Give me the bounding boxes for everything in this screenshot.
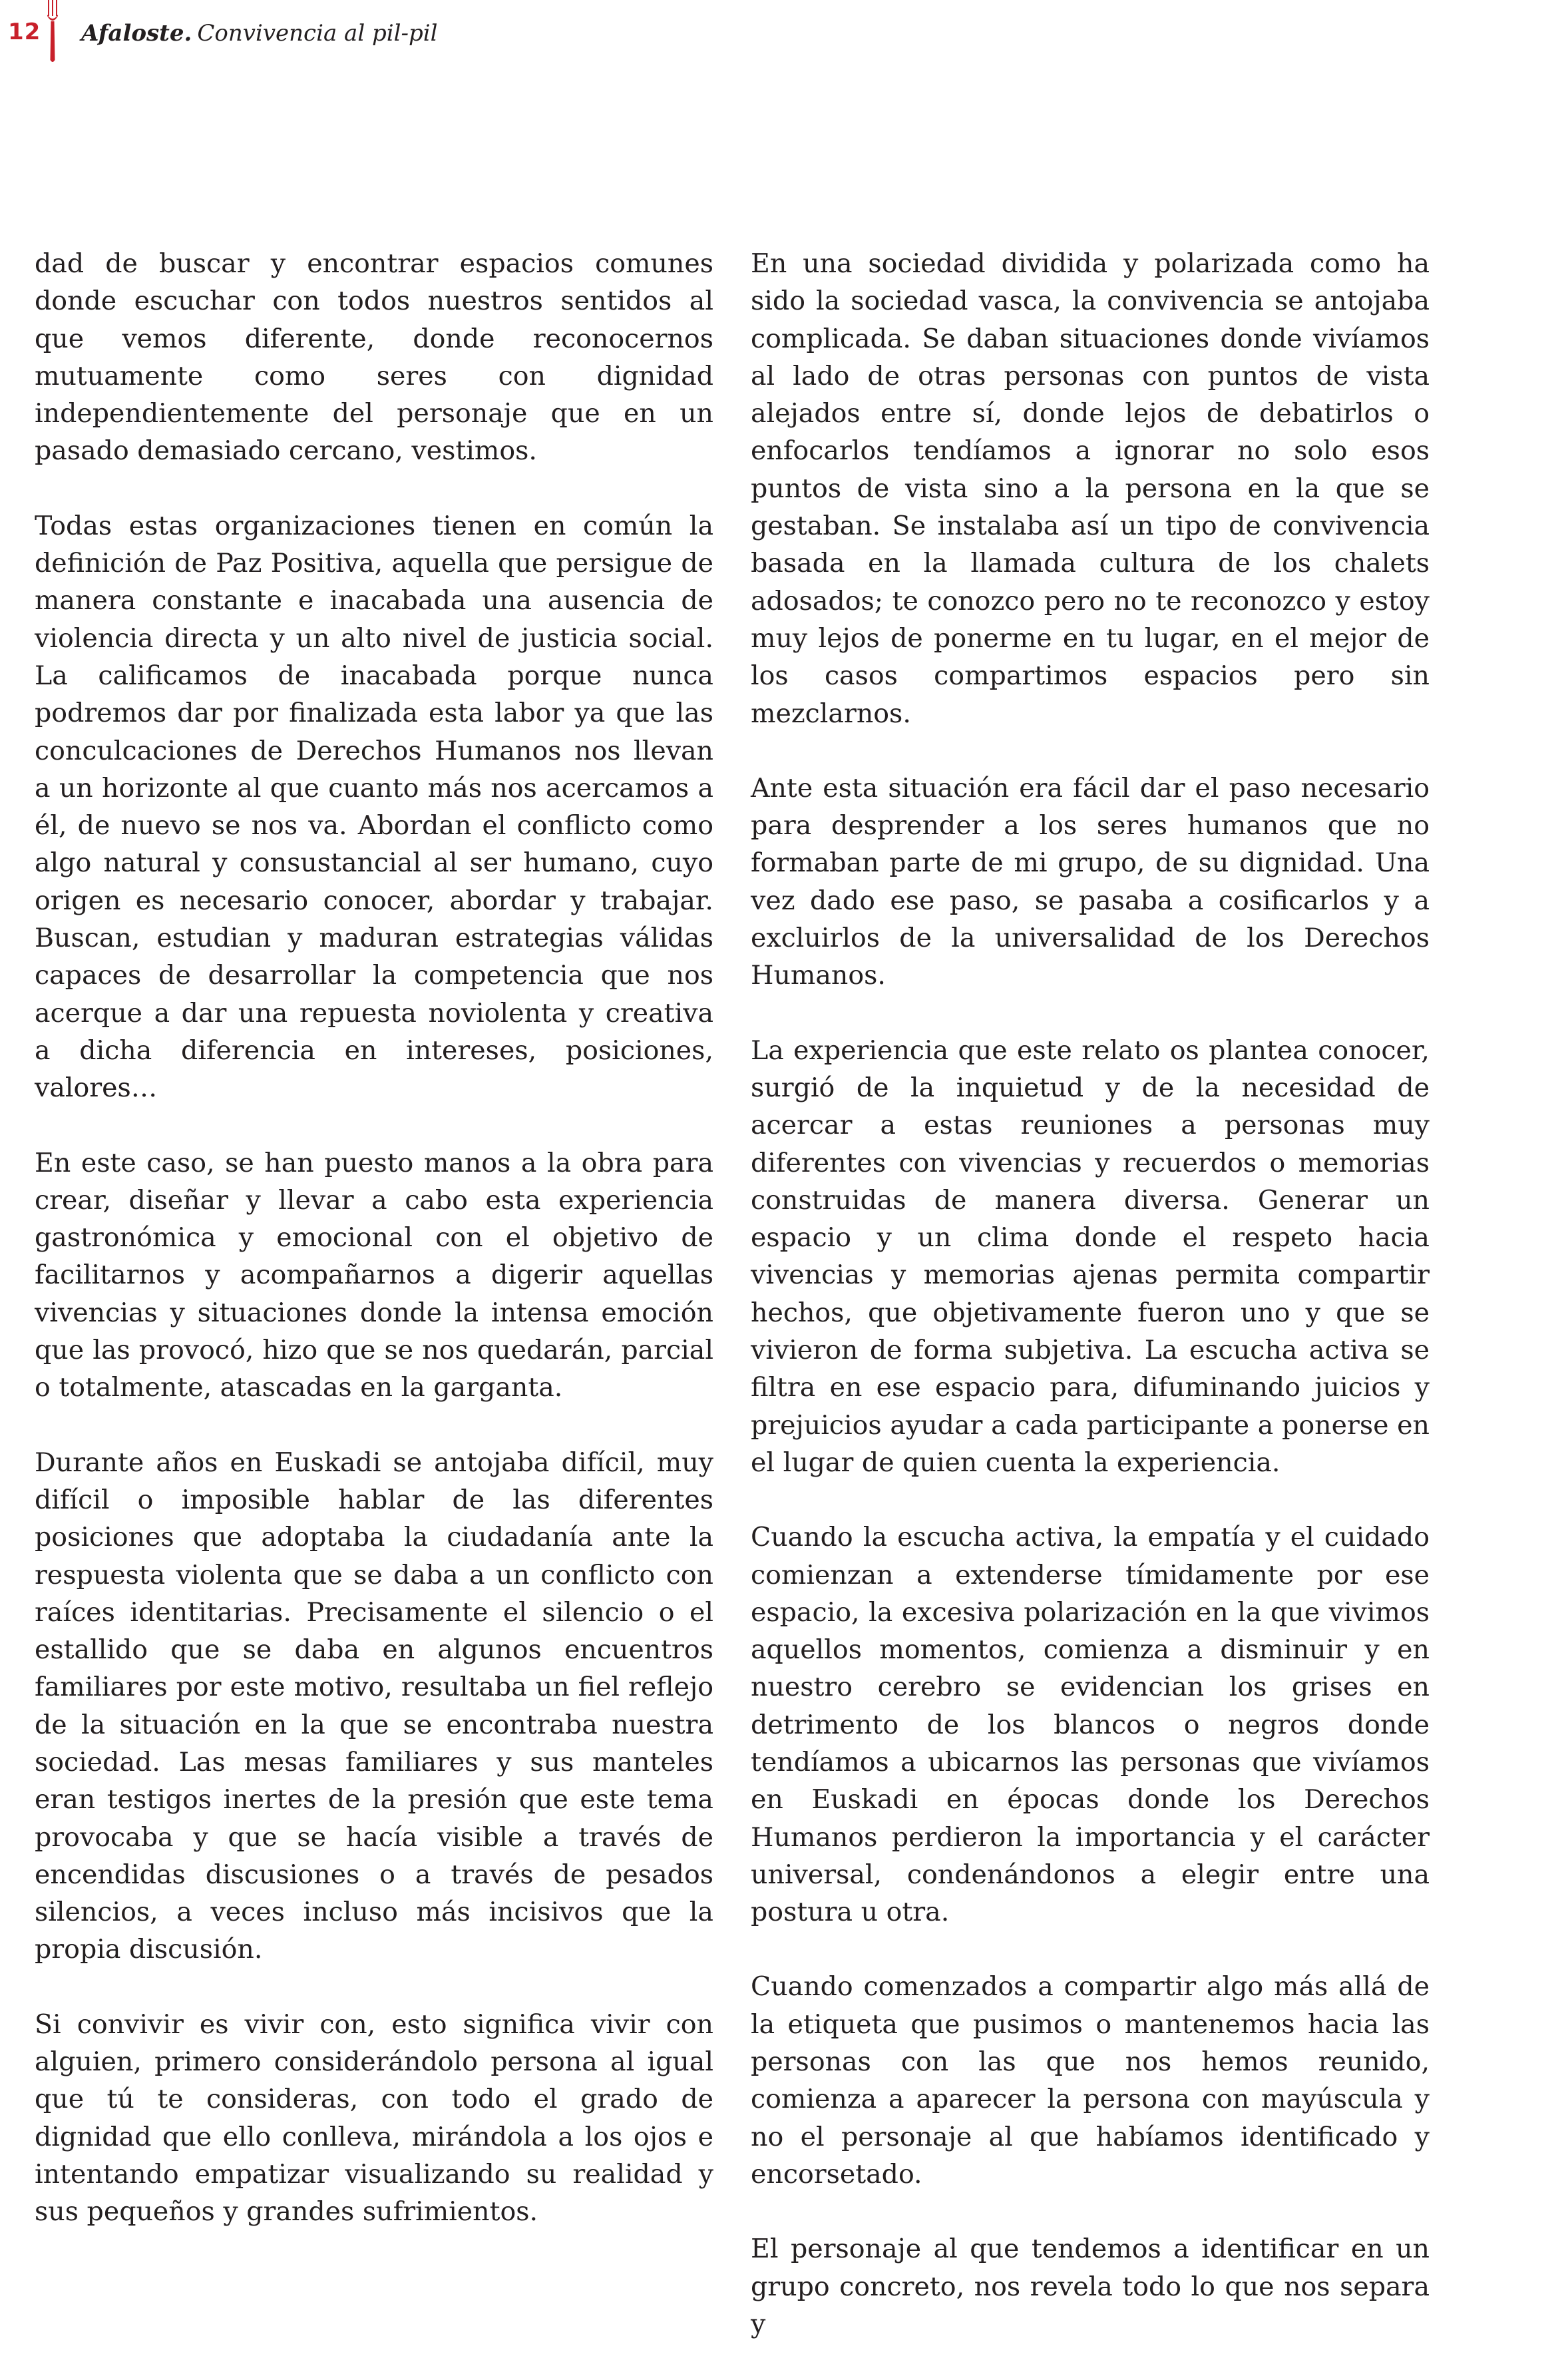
paragraph: Durante años en Euskadi se antojaba difícil, muy difícil o imposible hablar de las diferentes posiciones que adoptaba la ciudadanía ante la respuesta violenta que se daba a un conflicto con raíces identitarias. Precisamente el silencio o el estallido que se daba en algunos encuentros familiares por este motivo, resultaba un fiel reflejo de la situación en la que se encontraba nuestra sociedad. Las mesas familiares y sus manteles eran testigos inertes de la presión que este tema provocaba y que se hacía visible a través de encendidas discusiones o a través de pesados silencios, a veces incluso más incisivos que la propia discusión. xyxy=(35,1447,713,1965)
paragraph: En este caso, se han puesto manos a la obra para crear, diseñar y llevar a cabo esta experiencia gastronómica y emocional con el objetivo de facilitarnos y acompañarnos a digerir aquellas vivencias y situaciones donde la intensa emoción que las provocó, hizo que se nos quedarán, parcial o totalmente, atascadas en la garganta. xyxy=(35,1147,713,1403)
paragraph: En una sociedad dividida y polarizada como ha sido la sociedad vasca, la convivencia se antojaba complicada. Se daban situaciones donde vivíamos al lado de otras personas con puntos de vista alejados entre sí, donde lejos de debatirlos o enfocarlos tendíamos a ignorar no solo esos puntos de vista sino a la persona en la que se gestaban. Se instalaba así un tipo de convivencia basada en la llamada cultura de los chalets adosados; te conozco pero no te reconozco y estoy muy lejos de ponerme en tu lugar, en el mejor de los casos compartimos espacios pero sin mezclarnos. xyxy=(751,248,1430,729)
page-number: 12 xyxy=(8,19,41,45)
paragraph: Todas estas organizaciones tienen en común la definición de Paz Positiva, aquella que persigue de manera constante e inacabada una ausencia de violencia directa y un alto nivel de justicia social. La calificamos de inacabada porque nunca podremos dar por finalizada esta labor ya que las conculcaciones de Derechos Humanos nos llevan a un horizonte al que cuanto más nos acercamos a él, de nuevo se nos va. Abordan el conflicto como algo natural y consustancial al ser humano, cuyo origen es necesario conocer, abordar y trabajar. Buscan, estudian y maduran estrategias válidas capaces de desarrollar la competencia que nos acerque a dar una repuesta noviolenta y creativa a dicha diferencia en intereses, posiciones, valores… xyxy=(35,510,713,1104)
paragraph: Ante esta situación era fácil dar el paso necesario para desprender a los seres humanos que no formaban parte de mi grupo, de su dignidad. Una vez dado ese paso, se pasaba a cosificarlos y a excluirlos de la universalidad de los Derechos Humanos. xyxy=(751,772,1430,991)
book-title: Afaloste. xyxy=(81,20,192,47)
paragraph: Cuando comenzados a compartir algo más allá de la etiqueta que pusimos o mantenemos hacia las personas con las que nos hemos reunido, comienza a aparecer la persona con mayúscula y no el personaje al que habíamos identificado y encorsetado. xyxy=(751,1971,1430,2190)
running-head xyxy=(81,20,438,47)
paragraph: Cuando la escucha activa, la empatía y el cuidado comienzan a extenderse tímidamente por ese espacio, la excesiva polarización en la que vivimos aquellos momentos, comienza a disminuir y en nuestro cerebro se evidencian los grises en detrimento de los blancos o negros donde tendíamos a ubicarnos las personas que vivíamos en Euskadi en épocas donde los Derechos Humanos perdieron la importancia y el carácter universal, condenándonos a elegir entre una postura u otra. xyxy=(751,1522,1430,1928)
paragraph: El personaje al que tendemos a identificar en un grupo concreto, nos revela todo lo que nos separa y xyxy=(751,2234,1430,2339)
page-header xyxy=(0,0,1568,73)
left-column xyxy=(35,245,713,2268)
paragraph: La experiencia que este relato os plantea conocer, surgió de la inquietud y de la necesidad de acercar a estas reuniones a personas muy diferentes con vivencias y recuerdos o memorias construidas de manera diversa. Generar un espacio y un clima donde el respeto hacia vivencias y memorias ajenas permita compartir hechos, que objetivamente fueron uno y que se vivieron de forma subjetiva. La escucha activa se filtra en ese espacio para, difuminando juicios y prejuicios ayudar a cada participante a ponerse en el lugar de quien cuenta la experiencia. xyxy=(751,1035,1430,1478)
book-subtitle: Convivencia al pil-pil xyxy=(197,20,438,47)
paragraph: dad de buscar y encontrar espacios comunes donde escuchar con todos nuestros sentidos al que vemos diferente, donde reconocernos mutuamente como seres con dignidad independientemente del personaje que en un pasado demasiado cercano, vestimos. xyxy=(35,248,713,467)
fork-icon xyxy=(45,0,60,64)
right-column xyxy=(751,245,1430,2380)
paragraph: Si convivir es vivir con, esto significa vivir con alguien, primero considerándolo persona al igual que tú te consideras, con todo el grado de dignidad que ello conlleva, mirándola a los ojos e intentando empatizar visualizando su realidad y sus pequeños y grandes sufrimientos. xyxy=(35,2009,713,2228)
